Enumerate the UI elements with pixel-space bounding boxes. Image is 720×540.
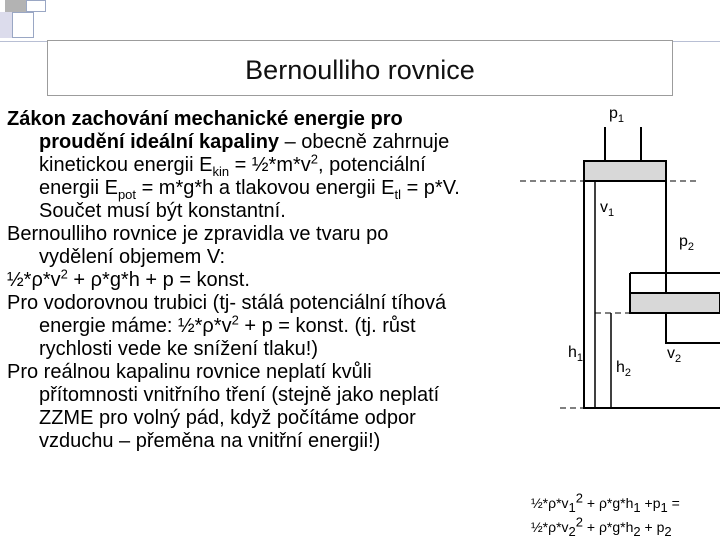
bernoulli-formula: $\frac{1}{2}*\rho*v_1^2 + \rho*g*h_1 +p_1$ = $\frac{1}{2}*\rho*v_2^2 + \rho*g*h_2 + p_2$: [531, 490, 680, 539]
svg-text:p2: $p_2$: [679, 233, 695, 253]
label-v1: v: [600, 199, 608, 216]
bold-lead: Zákon zachování mechanické energie pro: [7, 108, 403, 130]
label-h2: h: [616, 359, 625, 376]
svg-text:p1: $p_1$: [609, 105, 625, 125]
svg-text:h2: $h_2$: [616, 359, 632, 379]
paragraph-energy: Zákon zachování mechanické energie pro proudění ideální kapaliny – obecně zahrnuje kinetickou energii $E_{kin}$ = $\frac{1}{2}*m*v^2$, potenciální energii $E_{pot} = m*g*h$ a tlakovou energii $E_{tl} = p*V$. Součet musí být konstantní.: [7, 108, 460, 222]
svg-text:h1: $h_1$: [568, 344, 584, 364]
piston-head-1: [584, 161, 666, 181]
paragraph-form: Bernoulliho rovnice je zpravidla ve tvaru po vydělení objemem V: $\frac{1}{2}*\rho*v^2 + \rho*g*h + p$ = konst.: [7, 223, 389, 291]
svg-text:v1: $v_1$: [600, 199, 615, 219]
label-p1: p: [609, 105, 618, 122]
piston-head-2: [630, 293, 720, 313]
page-title: Bernoulliho rovnice: [245, 55, 475, 85]
paragraph-horizontal: Pro vodorovnou trubici (tj- stálá potenciální tíhová energie máme: $\frac{1}{2}*\rho*v^2 + p$ = konst. (tj. růst rychlosti vede ke snížení tlaku!): [7, 292, 447, 360]
label-p2: p: [679, 233, 688, 250]
paragraph-real-fluid: Pro reálnou kapalinu rovnice neplatí kvůli přítomnosti vnitřního tření (stejně jako neplatí ZZME pro volný pád, když počítáme odpor vzduchu – přeměna na vnitřní energii!): [7, 361, 440, 452]
pipe-wall-inner: [666, 181, 720, 343]
bold-term: proudění ideální kapaliny: [39, 131, 280, 153]
svg-text:v2: $v_2$: [667, 345, 682, 365]
label-h1: h: [568, 344, 577, 361]
label-v2: v: [667, 345, 675, 362]
